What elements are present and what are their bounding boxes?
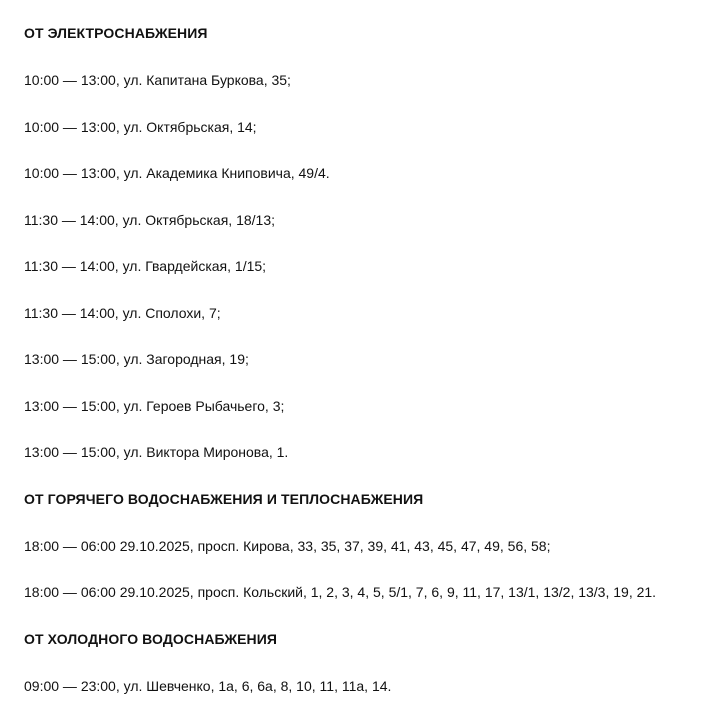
list-item: 10:00 — 13:00, ул. Капитана Буркова, 35;: [24, 72, 291, 88]
list-item: 11:30 — 14:00, ул. Сполохи, 7;: [24, 305, 221, 321]
list-item: 13:00 — 15:00, ул. Виктора Миронова, 1.: [24, 444, 289, 460]
section-heading-cold-water: ОТ ХОЛОДНОГО ВОДОСНАБЖЕНИЯ: [24, 631, 278, 647]
list-item: 10:00 — 13:00, ул. Академика Книповича, 49/4.: [24, 165, 330, 181]
list-item: 10:00 — 13:00, ул. Октябрьская, 14;: [24, 119, 257, 135]
list-item: 18:00 — 06:00 29.10.2025, просп. Кольский, 1, 2, 3, 4, 5, 5/1, 7, 6, 9, 11, 17, 13/1, 13/2, 13/3, 19, 21.: [24, 584, 657, 600]
section-heading-hot-water-heating: ОТ ГОРЯЧЕГО ВОДОСНАБЖЕНИЯ И ТЕПЛОСНАБЖЕНИЯ: [24, 491, 424, 507]
list-item: 13:00 — 15:00, ул. Загородная, 19;: [24, 351, 249, 367]
section-heading-electricity: ОТ ЭЛЕКТРОСНАБЖЕНИЯ: [24, 25, 208, 41]
list-item: 11:30 — 14:00, ул. Октябрьская, 18/13;: [24, 212, 275, 228]
list-item: 13:00 — 15:00, ул. Героев Рыбачьего, 3;: [24, 398, 285, 414]
list-item: 09:00 — 23:00, ул. Шевченко, 1а, 6, 6а, 8, 10, 11, 11а, 14.: [24, 678, 392, 694]
list-item: 18:00 — 06:00 29.10.2025, просп. Кирова, 33, 35, 37, 39, 41, 43, 45, 47, 49, 56, 58;: [24, 538, 551, 554]
list-item: 11:30 — 14:00, ул. Гвардейская, 1/15;: [24, 258, 267, 274]
